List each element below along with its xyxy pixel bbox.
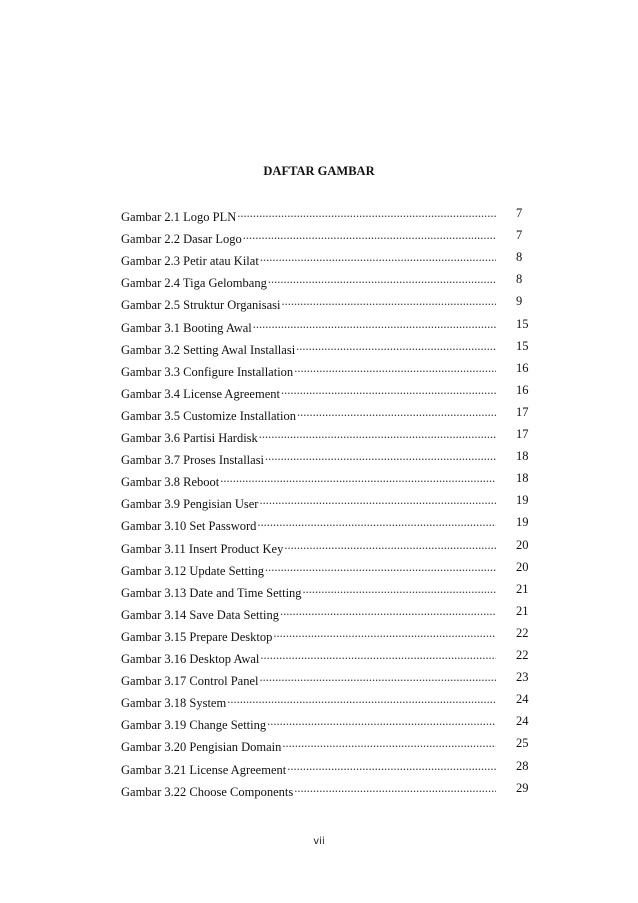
toc-entry-page-number: 20	[516, 537, 529, 552]
dot-leader	[260, 648, 496, 663]
toc-entry-page-number: 8	[516, 272, 523, 287]
dot-leader	[281, 294, 496, 309]
toc-entry	[121, 272, 521, 290]
toc-entry-label: Gambar 3.15 Prepare Desktop	[121, 629, 273, 644]
toc-entry-label: Gambar 3.8 Reboot	[121, 475, 220, 490]
toc-entry-label: Gambar 3.4 License Agreement	[121, 386, 280, 401]
toc-entry	[121, 493, 529, 512]
dot-leader	[273, 626, 496, 641]
toc-entry-page-number: 8	[516, 250, 523, 265]
toc-entry-page-number: 18	[516, 449, 529, 464]
toc-entry	[121, 250, 521, 268]
toc-entry-page-number: 17	[516, 404, 529, 419]
toc-entry	[121, 228, 521, 246]
toc-entry-label: Gambar 3.12 Update Setting	[121, 563, 265, 578]
dot-leader	[220, 471, 496, 486]
toc-entry-label: Gambar 3.16 Desktop Awal	[121, 652, 260, 666]
toc-entry	[121, 603, 529, 622]
toc-entry	[121, 537, 529, 556]
toc-entry	[121, 714, 529, 733]
toc-entry-page-number: 7	[516, 206, 523, 220]
dot-leader	[296, 339, 496, 354]
dot-leader	[287, 759, 496, 774]
dot-leader	[227, 692, 496, 707]
toc-entry-page-number: 28	[516, 758, 529, 773]
toc-entry-page-number: 9	[516, 294, 523, 309]
dot-leader	[303, 582, 496, 597]
toc-entry	[121, 780, 529, 799]
toc-entry	[121, 692, 529, 711]
toc-entry-label: Gambar 3.13 Date and Time Setting	[121, 585, 302, 600]
toc-entry-label: Gambar 3.9 Pengisian User	[121, 497, 259, 512]
toc-entry-label: Gambar 3.7 Proses Installasi	[121, 453, 265, 468]
toc-entry-label: Gambar 3.19 Change Setting	[121, 718, 267, 733]
toc-entry	[121, 625, 529, 644]
toc-entry	[121, 206, 521, 224]
toc-entry-page-number: 16	[516, 360, 529, 375]
toc-entry-page-number: 15	[516, 316, 529, 331]
dot-leader	[265, 560, 496, 575]
page-title: DAFTAR GAMBAR	[263, 164, 375, 178]
toc-entry-label: Gambar 2.5 Struktur Organisasi	[121, 298, 281, 313]
toc-entry	[121, 316, 529, 335]
toc-entry-page-number: 24	[516, 692, 529, 707]
toc-entry-page-number: 17	[516, 427, 529, 441]
toc-entry-label: Gambar 3.6 Partisi Hardisk	[121, 431, 258, 445]
dot-leader	[297, 405, 496, 420]
toc-entry-label: Gambar 3.5 Customize Installation	[121, 408, 296, 423]
toc-entry	[121, 559, 529, 578]
toc-entry-page-number: 19	[516, 515, 529, 530]
toc-entry-label: Gambar 3.20 Pengisian Domain	[121, 740, 282, 755]
toc-entry-page-number: 23	[516, 670, 529, 685]
dot-leader	[259, 427, 496, 442]
dot-leader	[267, 714, 496, 729]
toc-entry	[121, 338, 529, 357]
dot-leader	[253, 317, 496, 332]
toc-entry-page-number: 7	[516, 228, 523, 243]
toc-entry	[121, 427, 529, 445]
toc-entry-page-number: 21	[516, 603, 529, 618]
toc-entry-label: Gambar 3.11 Insert Product Key	[121, 541, 284, 556]
dot-leader	[237, 206, 496, 221]
toc-entry-label: Gambar 2.3 Petir atau Kilat	[121, 254, 259, 269]
toc-entry-label: Gambar 3.17 Control Panel	[121, 674, 259, 689]
toc-entry-label: Gambar 3.1 Booting Awal	[121, 320, 252, 335]
toc-entry	[121, 294, 521, 312]
toc-entry-page-number: 16	[516, 382, 529, 397]
toc-entry	[121, 382, 529, 401]
toc-entry	[121, 670, 529, 689]
dot-leader	[294, 361, 496, 376]
dot-leader	[259, 670, 496, 685]
toc-entry-label: Gambar 3.3 Configure Installation	[121, 364, 294, 379]
toc-entry-label: Gambar 2.2 Dasar Logo	[121, 232, 242, 247]
toc-entry-label: Gambar 3.18 System	[121, 696, 227, 711]
dot-leader	[265, 449, 496, 464]
toc-entry-page-number: 25	[516, 736, 529, 751]
dot-leader	[282, 736, 496, 751]
toc-entry-page-number: 19	[516, 493, 529, 508]
toc-entry	[121, 736, 529, 755]
toc-entry-label: Gambar 3.21 License Agreement	[121, 762, 287, 777]
toc-entry	[121, 449, 529, 468]
dot-leader	[259, 493, 496, 508]
toc-entry	[121, 758, 529, 777]
toc-entry-label: Gambar 3.10 Set Password	[121, 519, 257, 534]
toc-entry	[121, 581, 529, 600]
dot-leader	[243, 228, 496, 243]
dot-leader	[294, 781, 496, 796]
toc-entry-page-number: 21	[516, 581, 529, 596]
toc-entry-label: Gambar 3.22 Choose Components	[121, 784, 294, 799]
toc-entry	[121, 515, 529, 534]
toc-entry-page-number: 29	[516, 780, 529, 795]
toc-entry	[121, 648, 529, 666]
toc-entry-page-number: 22	[516, 648, 529, 662]
toc-entry-page-number: 20	[516, 559, 529, 574]
dot-leader	[257, 515, 496, 530]
toc-entry-label: Gambar 3.2 Setting Awal Installasi	[121, 342, 296, 357]
toc-entry-page-number: 24	[516, 714, 529, 729]
dot-leader	[284, 538, 496, 553]
toc-entry-page-number: 18	[516, 471, 529, 486]
dot-leader	[281, 383, 496, 398]
toc-entry	[121, 404, 529, 423]
dot-leader	[268, 272, 496, 287]
toc-entry-page-number: 15	[516, 338, 529, 353]
dot-leader	[260, 250, 496, 265]
page-number: vii	[313, 836, 325, 847]
toc-entry-label: Gambar 2.1 Logo PLN	[121, 210, 237, 224]
toc-entry	[121, 471, 529, 490]
toc-entry-label: Gambar 2.4 Tiga Gelombang	[121, 276, 267, 291]
toc-entry-page-number: 22	[516, 625, 529, 640]
toc-entry	[121, 360, 529, 379]
toc-entry-label: Gambar 3.14 Save Data Setting	[121, 607, 279, 622]
dot-leader	[280, 604, 496, 619]
